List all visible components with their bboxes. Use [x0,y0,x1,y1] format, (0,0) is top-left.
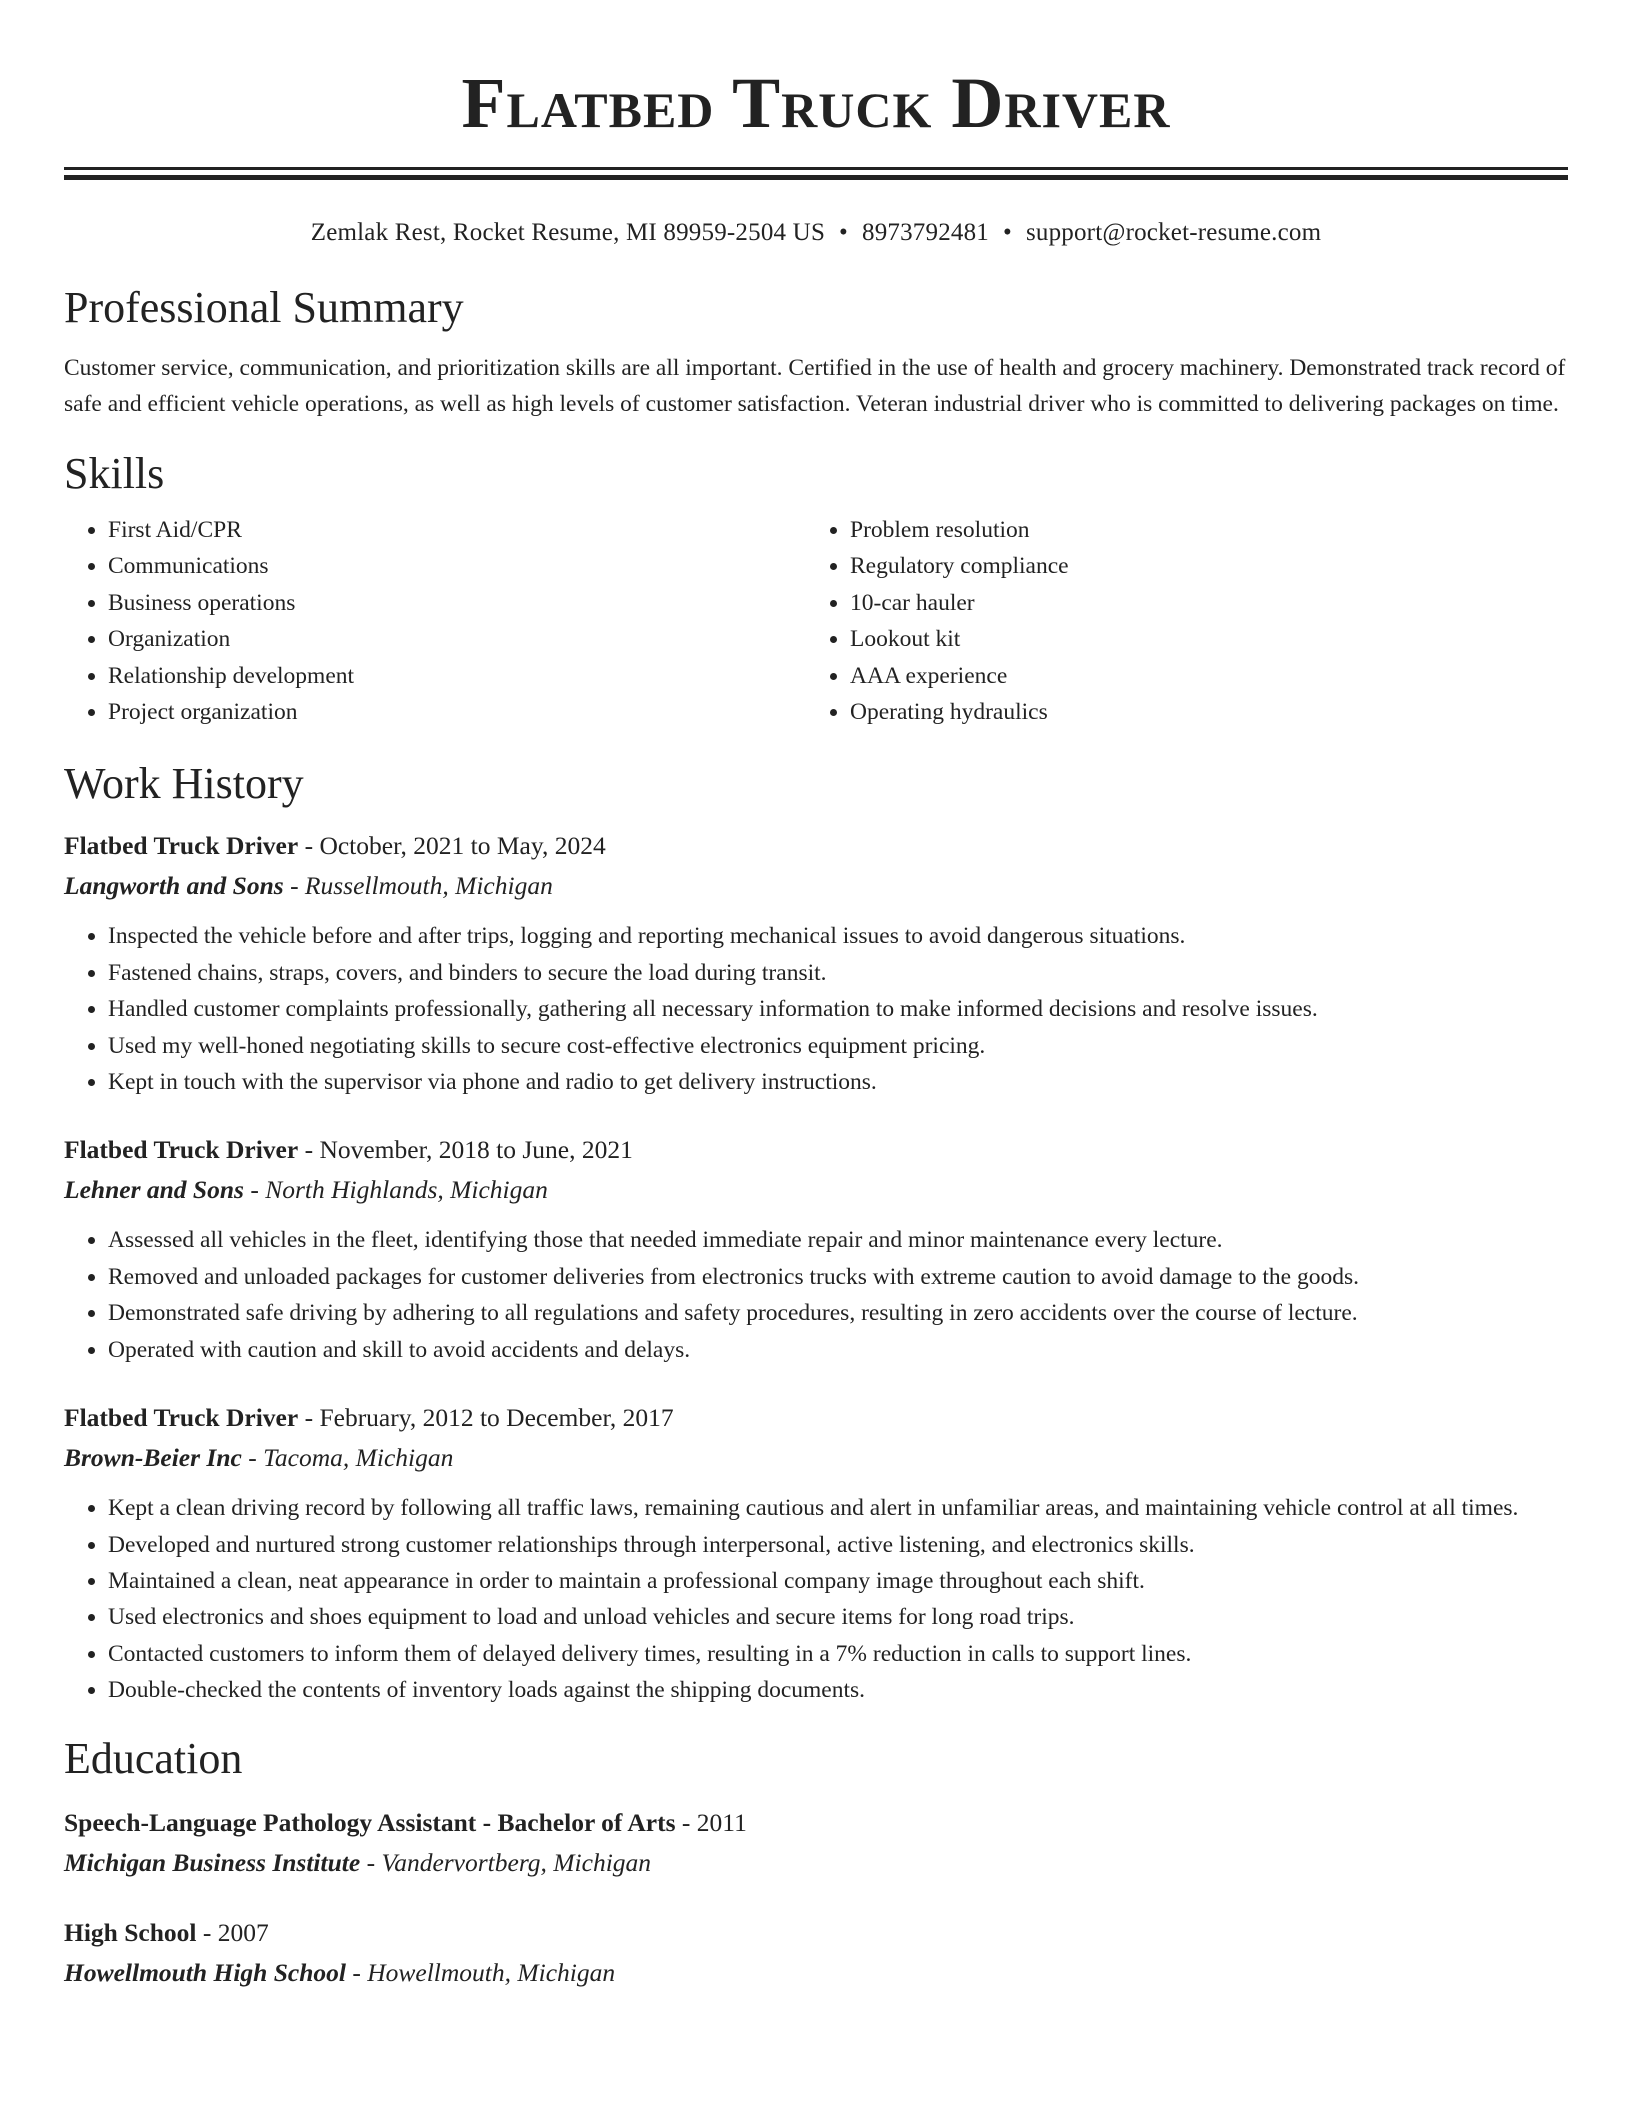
job-bullet: • Used electronics and shoes equipment to load and unload vehicles and secure items for long road trips. [108,1599,1568,1635]
education-location: - Howellmouth, Michigan [345,1957,616,1987]
skills-column-right [806,512,1548,730]
contact-phone: 8973792481 [862,219,989,246]
contact-separator: • [1003,219,1012,246]
job-location: - Tacoma, Michigan [241,1443,454,1473]
job-bullet: • Developed and nurtured strong customer relationships through interpersonal, active listening, and electronics skills. [108,1527,1568,1563]
job-entry [64,1130,1568,1368]
resume-title: Flatbed Truck Driver [461,63,1171,143]
education-school-line [64,1953,1568,1993]
contact-separator: • [839,219,848,246]
skill-item: • Project organization [108,694,806,730]
job-bullet: • Kept a clean driving record by following all traffic laws, remaining cautious and alert in unfamiliar areas, and maintaining vehicle control at all times. [108,1490,1568,1526]
job-bullet: • Kept in touch with the supervisor via phone and radio to get delivery instructions. [108,1064,1568,1100]
skill-item: • Problem resolution [850,512,1548,548]
job-dates: - February, 2012 to December, 2017 [298,1403,674,1433]
summary-text: Customer service, communication, and prioritization skills are all important. Certified in the use of health and grocery machinery. Demonstrated track record of safe and efficient vehicle operations, as well as high levels of customer satisfaction. Veteran industrial driver who is committed to delivering packages on time. [64,355,1566,417]
job-company: Brown-Beier Inc [64,1443,242,1473]
skills-list [64,512,1568,730]
skill-item: • 10-car hauler [850,585,1548,621]
skill-item: • Communications [108,548,806,584]
education-school-line [64,1843,1568,1883]
job-header [64,826,1568,866]
job-header [64,1398,1568,1438]
education-entry [64,1913,1568,1993]
education-year: - 2011 [675,1807,747,1837]
skill-item: • Operating hydraulics [850,694,1548,730]
job-bullet: • Inspected the vehicle before and after trips, logging and reporting mechanical issues to avoid dangerous situations. [108,918,1568,954]
job-employer [64,1438,1568,1478]
education-header [64,1913,1568,1953]
job-company: Langworth and Sons [64,871,284,901]
title-divider-thin [64,175,1568,180]
title-divider-thick [64,167,1568,170]
skill-item: • Regulatory compliance [850,548,1548,584]
job-bullets [64,918,1568,1100]
skill-item: • Relationship development [108,658,806,694]
job-bullet: • Double-checked the contents of inventory loads against the shipping documents. [108,1672,1568,1708]
education-location: - Vandervortberg, Michigan [360,1847,652,1877]
education-degree: High School [64,1917,197,1947]
education-degree: Speech-Language Pathology Assistant - Bachelor of Arts [64,1807,676,1837]
job-bullets [64,1222,1568,1368]
job-company: Lehner and Sons [64,1175,244,1205]
job-dates: - November, 2018 to June, 2021 [298,1135,633,1165]
job-bullet: • Handled customer complaints professionally, gathering all necessary information to make informed decisions and resolve issues. [108,991,1568,1027]
job-bullets [64,1490,1568,1708]
education-header [64,1803,1568,1843]
job-bullet: • Fastened chains, straps, covers, and binders to secure the load during transit. [108,955,1568,991]
job-bullet: • Contacted customers to inform them of delayed delivery times, resulting in a 7% reduction in calls to support lines. [108,1636,1568,1672]
skill-item: • Organization [108,621,806,657]
job-location: - North Highlands, Michigan [243,1175,548,1205]
job-dates: - October, 2021 to May, 2024 [298,831,606,861]
job-title: Flatbed Truck Driver [64,831,299,861]
job-employer [64,1170,1568,1210]
job-bullet: • Used my well-honed negotiating skills to secure cost-effective electronics equipment pricing. [108,1028,1568,1064]
skills-heading: Skills [64,449,165,498]
education-school: Howellmouth High School [64,1957,346,1987]
contact-address: Zemlak Rest, Rocket Resume, MI 89959-2504 US [310,219,826,246]
summary-heading: Professional Summary [64,283,464,332]
skill-item: • Lookout kit [850,621,1548,657]
skill-item: • First Aid/CPR [108,512,806,548]
skills-column-left [64,512,806,730]
job-entry [64,1398,1568,1708]
job-bullet: • Operated with caution and skill to avoid accidents and delays. [108,1332,1568,1368]
education-year: - 2007 [196,1917,269,1947]
skill-item: • AAA experience [850,658,1548,694]
skill-item: • Business operations [108,585,806,621]
job-title: Flatbed Truck Driver [64,1403,299,1433]
job-entry [64,826,1568,1100]
job-location: - Russellmouth, Michigan [283,871,553,901]
job-header [64,1130,1568,1170]
contact-line [64,216,1568,250]
resume-page [64,0,1568,1993]
education-heading: Education [64,1733,243,1783]
work-history-heading: Work History [64,759,304,809]
job-bullet: • Maintained a clean, neat appearance in order to maintain a professional company image throughout each shift. [108,1563,1568,1599]
job-employer [64,866,1568,906]
job-bullet: • Assessed all vehicles in the fleet, identifying those that needed immediate repair and minor maintenance every lecture. [108,1222,1568,1258]
education-entry [64,1803,1568,1883]
job-title: Flatbed Truck Driver [64,1135,299,1165]
job-bullet: • Demonstrated safe driving by adhering to all regulations and safety procedures, resulting in zero accidents over the course of lecture. [108,1295,1568,1331]
job-bullet: • Removed and unloaded packages for customer deliveries from electronics trucks with extreme caution to avoid damage to the goods. [108,1259,1568,1295]
education-school: Michigan Business Institute [64,1847,361,1877]
contact-email[interactable]: support@rocket-resume.com [1025,219,1322,246]
